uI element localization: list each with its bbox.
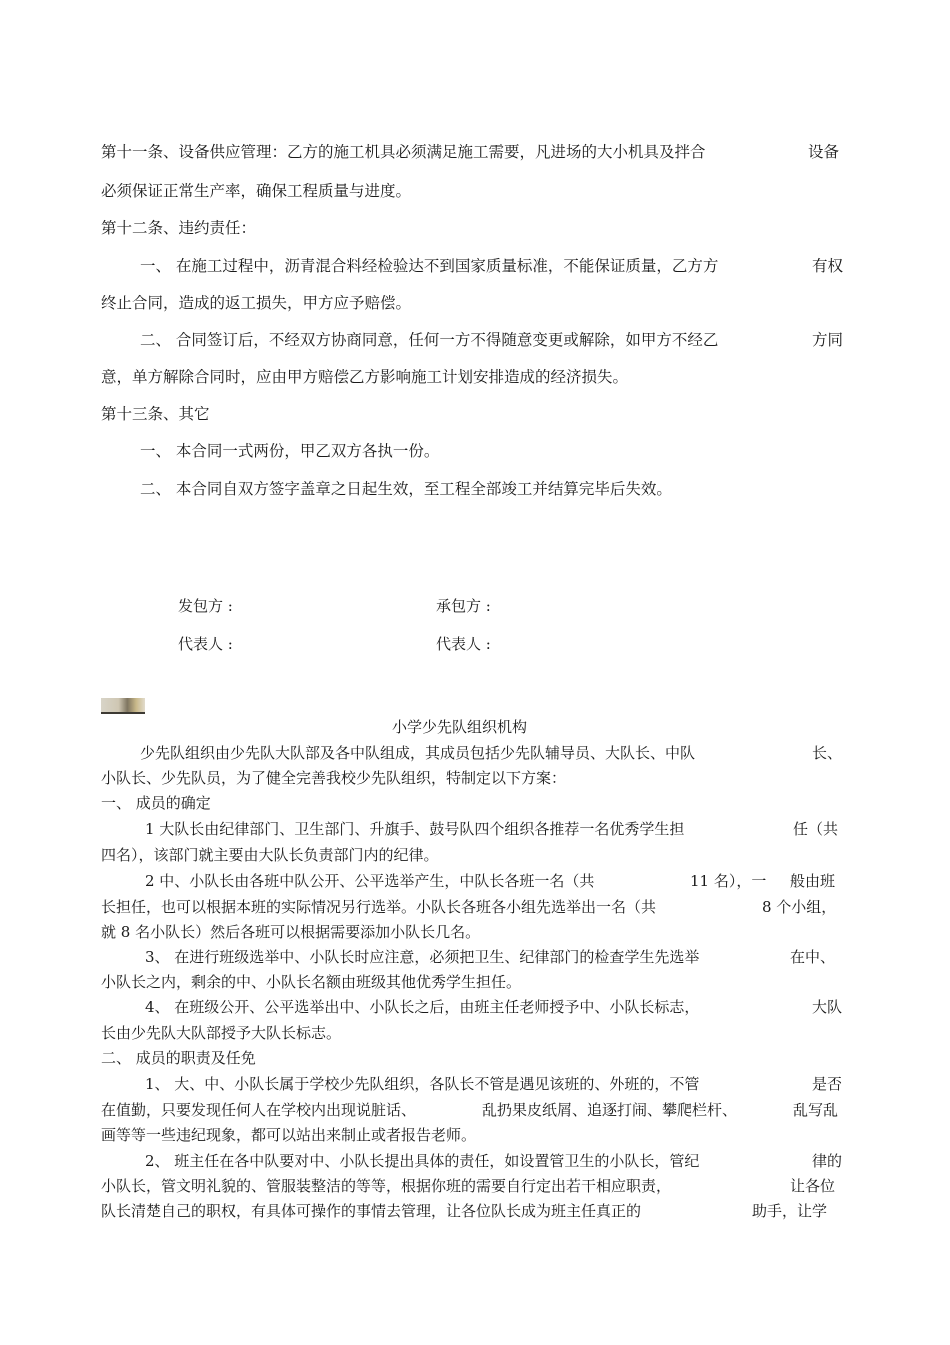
text-span: 意，单方解除合同时，应由甲方赔偿乙方影响施工计划安排造成的经济损失。 [101, 368, 629, 386]
q2-line1-tail [812, 1151, 842, 1171]
text-span: 二、 合同签订后，不经双方协商同意，任何一方不得随意变更或解除，如甲方不经乙 [140, 331, 719, 349]
text-span: 一、 本合同一式两份，甲乙双方各执一份。 [140, 442, 440, 460]
p1-line1 [145, 819, 684, 839]
p2-line1 [145, 871, 594, 891]
art12-item2-line2 [101, 367, 628, 387]
text-span: 让各位 [790, 1177, 836, 1195]
text-span: 在中、 [790, 948, 836, 966]
art12-title [101, 218, 256, 238]
sig-contractor [436, 596, 491, 616]
text-span: 4、 在班级公开、公平选举出中、小队长之后，由班主任老师授予中、小队长标志， [145, 998, 700, 1016]
text-span: 发包方 : [178, 597, 233, 615]
text-span: 小队长，管文明礼貌的、管服装整洁的等等，根据你班的需要自行定出若干相应职责， [101, 1177, 672, 1195]
p2-line2-tail [762, 897, 836, 917]
p2-line2 [101, 897, 656, 917]
q1-line3 [101, 1125, 476, 1145]
q2-line2 [101, 1176, 671, 1196]
p4-line1 [145, 997, 699, 1017]
text-span: 2 中、小队长由各班中队公开、公平选举产生，中队长各班一名（共 [145, 872, 595, 890]
sig-employer-rep [178, 634, 233, 654]
text-span: 3、 在进行班级选举中、小队长时应注意，必须把卫生、纪律部门的检查学生先选举 [145, 948, 700, 966]
q1-line2-mid [482, 1100, 737, 1120]
art11-line2 [101, 181, 411, 201]
p3-line1-tail [790, 947, 835, 967]
q1-line1 [145, 1074, 699, 1094]
text-span: 画等等一些违纪现象，都可以站出来制止或者报告老师。 [101, 1126, 477, 1144]
text-span: 四名），该部门就主要由大队长负责部门内的纪律。 [101, 846, 439, 864]
heading-1 [101, 793, 211, 813]
intro-line2 [101, 768, 566, 788]
p1-line2 [101, 845, 439, 865]
text-span: 在值勤，只要发现任何人在学校内出现说脏话、 [101, 1101, 417, 1119]
text-span: 任（共 [793, 820, 839, 838]
text-span: 是否 [812, 1075, 843, 1093]
art13-item2 [140, 479, 672, 499]
text-span: 第十二条、违约责任： [101, 219, 257, 237]
text-span: 第十一条、设备供应管理：乙方的施工机具必须满足施工需要，凡进场的大小机具及拌合 [101, 143, 706, 161]
small-photo-thumbnail [101, 698, 145, 714]
art13-title [101, 404, 210, 424]
text-span: 长由少先队大队部授予大队长标志。 [101, 1024, 342, 1042]
text-span: 设备 [808, 143, 840, 161]
heading-2 [101, 1048, 256, 1068]
text-span: 代表人 : [178, 635, 233, 653]
text-span: 方同 [812, 331, 844, 349]
section2-title [392, 717, 527, 737]
text-span: 8 个小组， [762, 898, 837, 916]
text-span: 1、 大、中、小队长属于学校少先队组织，各队长不管是遇见该班的、外班的，不管 [145, 1075, 700, 1093]
q2-line3 [101, 1201, 641, 1221]
q1-line2 [101, 1100, 416, 1120]
p2-line1-mid [690, 871, 766, 891]
text-span: 少先队组织由少先队大队部及各中队组成，其成员包括少先队辅导员、大队长、中队 [140, 744, 696, 762]
text-span: 终止合同，造成的返工损失，甲方应予赔偿。 [101, 294, 412, 312]
text-span: 小队长、少先队员，为了健全完善我校少先队组织，特制定以下方案： [101, 769, 567, 787]
p4-line2 [101, 1023, 341, 1043]
art13-item1 [140, 441, 439, 461]
text-span: 一、 在施工过程中，沥青混合料经检验达不到国家质量标准，不能保证质量，乙方方 [140, 257, 719, 275]
art12-item2-line1-tail [812, 330, 843, 350]
text-span: 乱写乱 [793, 1101, 839, 1119]
text-span: 11 名），一 [690, 872, 767, 890]
art11-line1 [101, 142, 706, 162]
text-span: 二、 成员的职责及任免 [101, 1049, 256, 1067]
text-span: 2、 班主任在各中队要对中、小队长提出具体的责任，如设置管卫生的小队长，管纪 [145, 1152, 700, 1170]
text-span: 有权 [812, 257, 844, 275]
p2-line1-tail [790, 871, 835, 891]
p2-line3 [101, 922, 480, 942]
text-span: 长、 [812, 744, 843, 762]
text-span: 助手，让学 [752, 1202, 828, 1220]
text-span: 代表人 : [436, 635, 491, 653]
text-span: 长担任，也可以根据本班的实际情况另行选举。小队长各班各小组先选举出一名（共 [101, 898, 657, 916]
q2-line3-tail [752, 1201, 827, 1221]
text-span: 1 大队长由纪律部门、卫生部门、升旗手、鼓号队四个组织各推荐一名优秀学生担 [145, 820, 685, 838]
text-span: 律的 [812, 1152, 843, 1170]
sig-contractor-rep [436, 634, 491, 654]
text-span: 第十三条、其它 [101, 405, 210, 423]
intro-line1-tail [812, 743, 842, 763]
p3-line1 [145, 947, 699, 967]
text-span: 乱扔果皮纸屑、追逐打闹、攀爬栏杆、 [482, 1101, 738, 1119]
q1-line2-tail [793, 1100, 838, 1120]
text-span: 小队长之内，剩余的中、小队长名额由班级其他优秀学生担任。 [101, 973, 522, 991]
q1-line1-tail [812, 1074, 842, 1094]
text-span: 必须保证正常生产率，确保工程质量与进度。 [101, 182, 412, 200]
intro-line1 [140, 743, 695, 763]
text-span: 大队 [812, 998, 843, 1016]
text-span: 就 8 名小队长）然后各班可以根据需要添加小队长几名。 [101, 923, 481, 941]
text-span: 队长清楚自己的职权，有具体可操作的事情去管理，让各位队长成为班主任真正的 [101, 1202, 642, 1220]
art12-item1-line1 [140, 256, 718, 276]
text-span: 小学少先队组织机构 [392, 718, 528, 736]
sig-employer [178, 596, 233, 616]
text-span: 承包方 : [436, 597, 491, 615]
text-span: 般由班 [790, 872, 836, 890]
text-span: 二、 本合同自双方签字盖章之日起生效，至工程全部竣工并结算完毕后失效。 [140, 480, 672, 498]
p4-line1-tail [812, 997, 842, 1017]
p3-line2 [101, 972, 521, 992]
art12-item2-line1 [140, 330, 718, 350]
q2-line2-tail [790, 1176, 835, 1196]
art11-line1-tail [808, 142, 839, 162]
text-span: 一、 成员的确定 [101, 794, 211, 812]
q2-line1 [145, 1151, 699, 1171]
art12-item1-line2 [101, 293, 411, 313]
p1-line1-tail [793, 819, 838, 839]
art12-item1-line1-tail [812, 256, 843, 276]
